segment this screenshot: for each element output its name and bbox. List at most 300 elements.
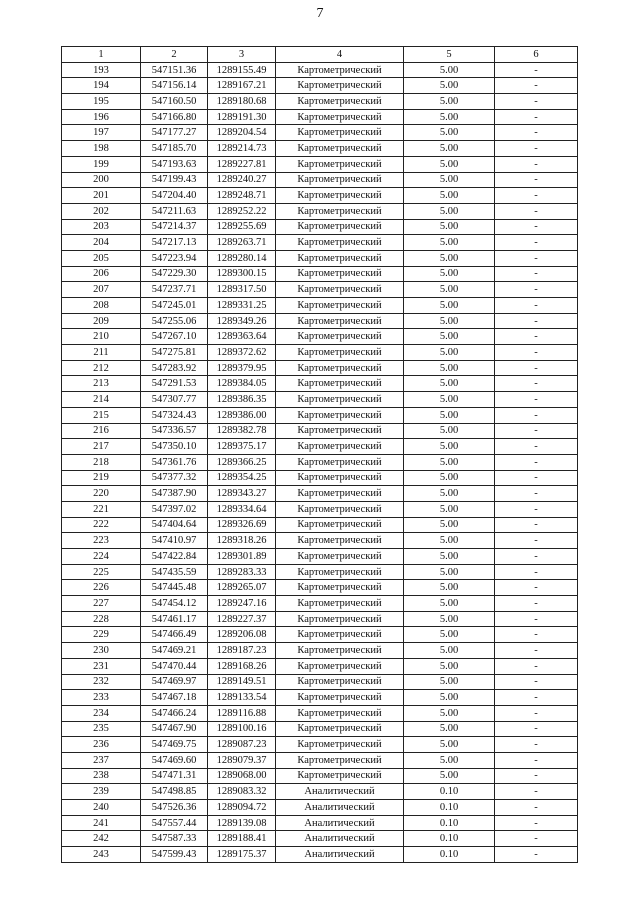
- cell-note: -: [495, 643, 578, 659]
- cell-method: Картометрический: [276, 517, 404, 533]
- cell-method: Картометрический: [276, 533, 404, 549]
- cell-note: -: [495, 486, 578, 502]
- cell-point-number: 240: [62, 800, 141, 816]
- cell-x-coordinate: 547557.44: [141, 815, 208, 831]
- cell-point-number: 228: [62, 611, 141, 627]
- cell-method: Картометрический: [276, 721, 404, 737]
- cell-accuracy: 5.00: [404, 533, 495, 549]
- table-row: [62, 549, 578, 565]
- table-row: [62, 78, 578, 94]
- cell-note: -: [495, 501, 578, 517]
- column-header-method: 4: [276, 47, 404, 63]
- cell-accuracy: 5.00: [404, 643, 495, 659]
- cell-x-coordinate: 547166.80: [141, 109, 208, 125]
- cell-accuracy: 5.00: [404, 674, 495, 690]
- cell-y-coordinate: 1289116.88: [208, 705, 276, 721]
- cell-x-coordinate: 547469.75: [141, 737, 208, 753]
- cell-method: Картометрический: [276, 407, 404, 423]
- cell-point-number: 225: [62, 564, 141, 580]
- cell-note: -: [495, 203, 578, 219]
- cell-method: Аналитический: [276, 784, 404, 800]
- cell-x-coordinate: 547177.27: [141, 125, 208, 141]
- cell-method: Картометрический: [276, 454, 404, 470]
- cell-accuracy: 5.00: [404, 752, 495, 768]
- cell-y-coordinate: 1289155.49: [208, 62, 276, 78]
- cell-y-coordinate: 1289068.00: [208, 768, 276, 784]
- cell-point-number: 235: [62, 721, 141, 737]
- cell-accuracy: 5.00: [404, 109, 495, 125]
- cell-x-coordinate: 547377.32: [141, 470, 208, 486]
- cell-note: -: [495, 156, 578, 172]
- cell-point-number: 212: [62, 360, 141, 376]
- table-row: [62, 831, 578, 847]
- cell-note: -: [495, 674, 578, 690]
- cell-method: Картометрический: [276, 188, 404, 204]
- cell-point-number: 237: [62, 752, 141, 768]
- cell-accuracy: 5.00: [404, 360, 495, 376]
- cell-method: Картометрический: [276, 768, 404, 784]
- table-header: [62, 47, 578, 63]
- cell-point-number: 218: [62, 454, 141, 470]
- cell-accuracy: 5.00: [404, 439, 495, 455]
- cell-note: -: [495, 62, 578, 78]
- cell-accuracy: 5.00: [404, 658, 495, 674]
- cell-point-number: 215: [62, 407, 141, 423]
- table-row: [62, 674, 578, 690]
- cell-accuracy: 0.10: [404, 831, 495, 847]
- cell-note: -: [495, 329, 578, 345]
- cell-note: -: [495, 831, 578, 847]
- cell-accuracy: 5.00: [404, 407, 495, 423]
- cell-note: -: [495, 376, 578, 392]
- cell-point-number: 216: [62, 423, 141, 439]
- cell-x-coordinate: 547255.06: [141, 313, 208, 329]
- table-row: [62, 407, 578, 423]
- cell-point-number: 197: [62, 125, 141, 141]
- cell-x-coordinate: 547467.18: [141, 690, 208, 706]
- cell-note: -: [495, 549, 578, 565]
- cell-y-coordinate: 1289168.26: [208, 658, 276, 674]
- table-row: [62, 690, 578, 706]
- cell-y-coordinate: 1289133.54: [208, 690, 276, 706]
- cell-point-number: 232: [62, 674, 141, 690]
- cell-accuracy: 0.10: [404, 784, 495, 800]
- cell-x-coordinate: 547336.57: [141, 423, 208, 439]
- table-row: [62, 627, 578, 643]
- cell-point-number: 217: [62, 439, 141, 455]
- column-header-x-coordinate: 2: [141, 47, 208, 63]
- cell-y-coordinate: 1289240.27: [208, 172, 276, 188]
- cell-x-coordinate: 547467.90: [141, 721, 208, 737]
- table-row: [62, 784, 578, 800]
- cell-point-number: 227: [62, 596, 141, 612]
- cell-x-coordinate: 547599.43: [141, 847, 208, 863]
- cell-point-number: 205: [62, 250, 141, 266]
- cell-y-coordinate: 1289382.78: [208, 423, 276, 439]
- table-row: [62, 345, 578, 361]
- cell-accuracy: 5.00: [404, 219, 495, 235]
- cell-method: Картометрический: [276, 564, 404, 580]
- cell-x-coordinate: 547237.71: [141, 282, 208, 298]
- cell-method: Картометрический: [276, 203, 404, 219]
- cell-x-coordinate: 547410.97: [141, 533, 208, 549]
- cell-accuracy: 5.00: [404, 313, 495, 329]
- cell-x-coordinate: 547435.59: [141, 564, 208, 580]
- cell-y-coordinate: 1289083.32: [208, 784, 276, 800]
- cell-x-coordinate: 547397.02: [141, 501, 208, 517]
- cell-x-coordinate: 547193.63: [141, 156, 208, 172]
- cell-method: Картометрический: [276, 376, 404, 392]
- table-row: [62, 768, 578, 784]
- cell-note: -: [495, 737, 578, 753]
- cell-method: Картометрический: [276, 266, 404, 282]
- cell-x-coordinate: 547404.64: [141, 517, 208, 533]
- cell-point-number: 222: [62, 517, 141, 533]
- cell-accuracy: 5.00: [404, 156, 495, 172]
- cell-x-coordinate: 547223.94: [141, 250, 208, 266]
- cell-accuracy: 5.00: [404, 282, 495, 298]
- cell-point-number: 193: [62, 62, 141, 78]
- cell-accuracy: 5.00: [404, 345, 495, 361]
- cell-y-coordinate: 1289248.71: [208, 188, 276, 204]
- cell-accuracy: 5.00: [404, 549, 495, 565]
- cell-y-coordinate: 1289175.37: [208, 847, 276, 863]
- cell-y-coordinate: 1289379.95: [208, 360, 276, 376]
- table-row: [62, 156, 578, 172]
- cell-accuracy: 5.00: [404, 392, 495, 408]
- cell-method: Картометрический: [276, 282, 404, 298]
- cell-y-coordinate: 1289366.25: [208, 454, 276, 470]
- cell-note: -: [495, 564, 578, 580]
- cell-accuracy: 5.00: [404, 172, 495, 188]
- table-row: [62, 517, 578, 533]
- page-number: 7: [316, 6, 324, 21]
- cell-method: Картометрический: [276, 690, 404, 706]
- cell-accuracy: 5.00: [404, 329, 495, 345]
- table-row: [62, 172, 578, 188]
- cell-accuracy: 5.00: [404, 203, 495, 219]
- cell-method: Картометрический: [276, 596, 404, 612]
- table-row: [62, 235, 578, 251]
- cell-x-coordinate: 547454.12: [141, 596, 208, 612]
- cell-x-coordinate: 547214.37: [141, 219, 208, 235]
- cell-point-number: 224: [62, 549, 141, 565]
- header-row: [62, 47, 578, 63]
- cell-x-coordinate: 547587.33: [141, 831, 208, 847]
- cell-note: -: [495, 800, 578, 816]
- cell-point-number: 194: [62, 78, 141, 94]
- cell-y-coordinate: 1289204.54: [208, 125, 276, 141]
- cell-note: -: [495, 250, 578, 266]
- cell-accuracy: 5.00: [404, 627, 495, 643]
- cell-method: Картометрический: [276, 141, 404, 157]
- table-row: [62, 360, 578, 376]
- table-row: [62, 188, 578, 204]
- cell-method: Картометрический: [276, 737, 404, 753]
- cell-note: -: [495, 298, 578, 314]
- cell-method: Картометрический: [276, 345, 404, 361]
- cell-y-coordinate: 1289372.62: [208, 345, 276, 361]
- cell-accuracy: 5.00: [404, 125, 495, 141]
- cell-y-coordinate: 1289363.64: [208, 329, 276, 345]
- cell-accuracy: 5.00: [404, 141, 495, 157]
- cell-accuracy: 5.00: [404, 768, 495, 784]
- cell-point-number: 221: [62, 501, 141, 517]
- cell-y-coordinate: 1289334.64: [208, 501, 276, 517]
- cell-y-coordinate: 1289349.26: [208, 313, 276, 329]
- cell-x-coordinate: 547469.21: [141, 643, 208, 659]
- cell-method: Картометрический: [276, 752, 404, 768]
- cell-note: -: [495, 360, 578, 376]
- cell-y-coordinate: 1289343.27: [208, 486, 276, 502]
- cell-y-coordinate: 1289386.35: [208, 392, 276, 408]
- coordinates-table: [61, 46, 578, 863]
- cell-y-coordinate: 1289263.71: [208, 235, 276, 251]
- table-row: [62, 470, 578, 486]
- cell-accuracy: 5.00: [404, 517, 495, 533]
- cell-x-coordinate: 547361.76: [141, 454, 208, 470]
- cell-method: Картометрический: [276, 313, 404, 329]
- cell-method: Аналитический: [276, 831, 404, 847]
- cell-x-coordinate: 547470.44: [141, 658, 208, 674]
- cell-accuracy: 5.00: [404, 376, 495, 392]
- cell-method: Картометрический: [276, 486, 404, 502]
- cell-method: Картометрический: [276, 78, 404, 94]
- cell-note: -: [495, 109, 578, 125]
- cell-point-number: 230: [62, 643, 141, 659]
- cell-accuracy: 5.00: [404, 188, 495, 204]
- cell-y-coordinate: 1289386.00: [208, 407, 276, 423]
- cell-y-coordinate: 1289252.22: [208, 203, 276, 219]
- cell-x-coordinate: 547466.24: [141, 705, 208, 721]
- cell-y-coordinate: 1289255.69: [208, 219, 276, 235]
- cell-x-coordinate: 547275.81: [141, 345, 208, 361]
- cell-note: -: [495, 815, 578, 831]
- cell-note: -: [495, 721, 578, 737]
- cell-point-number: 203: [62, 219, 141, 235]
- table-row: [62, 658, 578, 674]
- cell-point-number: 231: [62, 658, 141, 674]
- cell-note: -: [495, 517, 578, 533]
- column-header-note: 6: [495, 47, 578, 63]
- cell-y-coordinate: 1289139.08: [208, 815, 276, 831]
- cell-method: Картометрический: [276, 501, 404, 517]
- cell-y-coordinate: 1289227.81: [208, 156, 276, 172]
- cell-note: -: [495, 533, 578, 549]
- table-row: [62, 800, 578, 816]
- cell-x-coordinate: 547422.84: [141, 549, 208, 565]
- cell-note: -: [495, 752, 578, 768]
- cell-y-coordinate: 1289354.25: [208, 470, 276, 486]
- table-row: [62, 94, 578, 110]
- cell-method: Картометрический: [276, 94, 404, 110]
- cell-method: Картометрический: [276, 627, 404, 643]
- table-row: [62, 298, 578, 314]
- cell-point-number: 202: [62, 203, 141, 219]
- cell-point-number: 199: [62, 156, 141, 172]
- cell-y-coordinate: 1289087.23: [208, 737, 276, 753]
- cell-note: -: [495, 580, 578, 596]
- cell-point-number: 198: [62, 141, 141, 157]
- cell-y-coordinate: 1289149.51: [208, 674, 276, 690]
- table-row: [62, 109, 578, 125]
- cell-x-coordinate: 547445.48: [141, 580, 208, 596]
- cell-x-coordinate: 547350.10: [141, 439, 208, 455]
- cell-accuracy: 5.00: [404, 266, 495, 282]
- table-row: [62, 219, 578, 235]
- cell-point-number: 238: [62, 768, 141, 784]
- cell-accuracy: 5.00: [404, 721, 495, 737]
- cell-note: -: [495, 784, 578, 800]
- cell-y-coordinate: 1289326.69: [208, 517, 276, 533]
- cell-x-coordinate: 547307.77: [141, 392, 208, 408]
- cell-x-coordinate: 547217.13: [141, 235, 208, 251]
- table-body: [62, 62, 578, 862]
- cell-accuracy: 0.10: [404, 847, 495, 863]
- cell-note: -: [495, 690, 578, 706]
- cell-note: -: [495, 94, 578, 110]
- cell-y-coordinate: 1289094.72: [208, 800, 276, 816]
- cell-y-coordinate: 1289247.16: [208, 596, 276, 612]
- table-row: [62, 62, 578, 78]
- cell-method: Картометрический: [276, 172, 404, 188]
- cell-accuracy: 5.00: [404, 423, 495, 439]
- table-row: [62, 815, 578, 831]
- cell-note: -: [495, 266, 578, 282]
- cell-note: -: [495, 141, 578, 157]
- cell-y-coordinate: 1289180.68: [208, 94, 276, 110]
- cell-y-coordinate: 1289331.25: [208, 298, 276, 314]
- cell-method: Картометрический: [276, 705, 404, 721]
- cell-point-number: 207: [62, 282, 141, 298]
- cell-point-number: 200: [62, 172, 141, 188]
- cell-x-coordinate: 547471.31: [141, 768, 208, 784]
- cell-note: -: [495, 313, 578, 329]
- cell-x-coordinate: 547387.90: [141, 486, 208, 502]
- cell-method: Картометрический: [276, 470, 404, 486]
- cell-point-number: 243: [62, 847, 141, 863]
- cell-y-coordinate: 1289191.30: [208, 109, 276, 125]
- cell-x-coordinate: 547469.60: [141, 752, 208, 768]
- cell-method: Аналитический: [276, 800, 404, 816]
- cell-note: -: [495, 235, 578, 251]
- table-row: [62, 643, 578, 659]
- table-row: [62, 596, 578, 612]
- cell-method: Картометрический: [276, 109, 404, 125]
- column-header-accuracy: 5: [404, 47, 495, 63]
- table-row: [62, 203, 578, 219]
- cell-y-coordinate: 1289301.89: [208, 549, 276, 565]
- cell-method: Картометрический: [276, 329, 404, 345]
- cell-point-number: 233: [62, 690, 141, 706]
- cell-y-coordinate: 1289206.08: [208, 627, 276, 643]
- cell-point-number: 229: [62, 627, 141, 643]
- cell-x-coordinate: 547267.10: [141, 329, 208, 345]
- cell-note: -: [495, 611, 578, 627]
- table-row: [62, 313, 578, 329]
- cell-accuracy: 5.00: [404, 580, 495, 596]
- table-row: [62, 533, 578, 549]
- cell-method: Аналитический: [276, 815, 404, 831]
- cell-point-number: 204: [62, 235, 141, 251]
- cell-point-number: 201: [62, 188, 141, 204]
- cell-accuracy: 5.00: [404, 486, 495, 502]
- cell-x-coordinate: 547199.43: [141, 172, 208, 188]
- cell-x-coordinate: 547151.36: [141, 62, 208, 78]
- cell-note: -: [495, 78, 578, 94]
- cell-method: Картометрический: [276, 125, 404, 141]
- cell-note: -: [495, 768, 578, 784]
- cell-point-number: 196: [62, 109, 141, 125]
- cell-y-coordinate: 1289100.16: [208, 721, 276, 737]
- cell-x-coordinate: 547324.43: [141, 407, 208, 423]
- cell-accuracy: 5.00: [404, 690, 495, 706]
- cell-note: -: [495, 596, 578, 612]
- cell-accuracy: 5.00: [404, 235, 495, 251]
- cell-point-number: 210: [62, 329, 141, 345]
- cell-y-coordinate: 1289318.26: [208, 533, 276, 549]
- cell-y-coordinate: 1289317.50: [208, 282, 276, 298]
- cell-method: Картометрический: [276, 235, 404, 251]
- cell-x-coordinate: 547185.70: [141, 141, 208, 157]
- cell-method: Картометрический: [276, 549, 404, 565]
- cell-method: Картометрический: [276, 439, 404, 455]
- cell-method: Картометрический: [276, 674, 404, 690]
- cell-note: -: [495, 658, 578, 674]
- cell-y-coordinate: 1289384.05: [208, 376, 276, 392]
- cell-accuracy: 5.00: [404, 250, 495, 266]
- table-row: [62, 125, 578, 141]
- cell-point-number: 195: [62, 94, 141, 110]
- cell-x-coordinate: 547498.85: [141, 784, 208, 800]
- cell-note: -: [495, 125, 578, 141]
- cell-x-coordinate: 547245.01: [141, 298, 208, 314]
- cell-accuracy: 5.00: [404, 470, 495, 486]
- cell-note: -: [495, 470, 578, 486]
- table-row: [62, 752, 578, 768]
- cell-point-number: 219: [62, 470, 141, 486]
- cell-note: -: [495, 219, 578, 235]
- cell-x-coordinate: 547204.40: [141, 188, 208, 204]
- table-row: [62, 501, 578, 517]
- cell-method: Аналитический: [276, 847, 404, 863]
- cell-note: -: [495, 345, 578, 361]
- cell-method: Картометрический: [276, 611, 404, 627]
- cell-accuracy: 5.00: [404, 62, 495, 78]
- cell-point-number: 208: [62, 298, 141, 314]
- cell-y-coordinate: 1289167.21: [208, 78, 276, 94]
- cell-point-number: 223: [62, 533, 141, 549]
- cell-point-number: 206: [62, 266, 141, 282]
- cell-x-coordinate: 547469.97: [141, 674, 208, 690]
- table-row: [62, 486, 578, 502]
- cell-method: Картометрический: [276, 580, 404, 596]
- cell-y-coordinate: 1289300.15: [208, 266, 276, 282]
- cell-point-number: 226: [62, 580, 141, 596]
- cell-x-coordinate: 547283.92: [141, 360, 208, 376]
- cell-x-coordinate: 547526.36: [141, 800, 208, 816]
- cell-method: Картометрический: [276, 658, 404, 674]
- cell-note: -: [495, 439, 578, 455]
- cell-accuracy: 5.00: [404, 298, 495, 314]
- cell-accuracy: 5.00: [404, 611, 495, 627]
- cell-method: Картометрический: [276, 219, 404, 235]
- cell-accuracy: 5.00: [404, 501, 495, 517]
- cell-note: -: [495, 847, 578, 863]
- table-row: [62, 329, 578, 345]
- cell-note: -: [495, 423, 578, 439]
- cell-point-number: 239: [62, 784, 141, 800]
